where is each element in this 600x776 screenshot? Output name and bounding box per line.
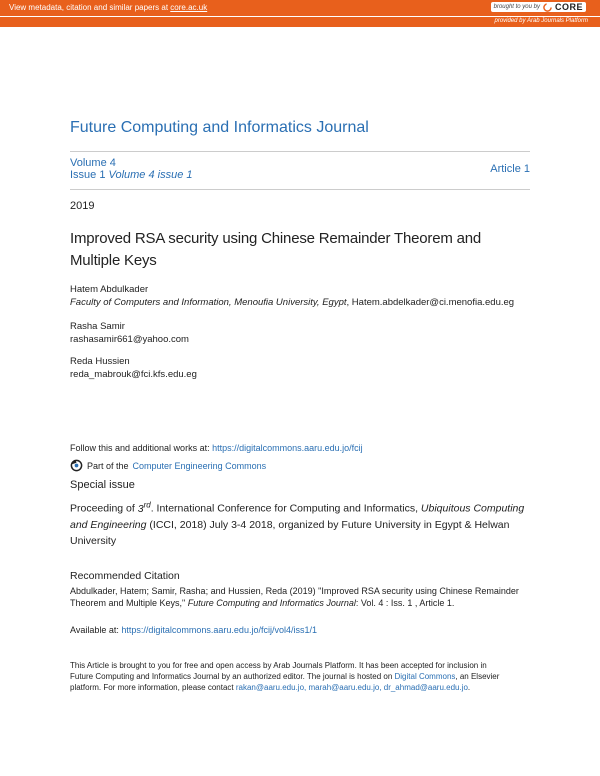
conference-theme: Ubiquitous Computing and Engineering bbox=[70, 502, 525, 531]
special-issue-heading: Special issue bbox=[70, 479, 135, 491]
author-email[interactable]: reda_mabrouk@fci.kfs.edu.eg bbox=[70, 369, 197, 380]
author-block bbox=[70, 355, 197, 381]
article-number[interactable]: Article 1 bbox=[490, 163, 530, 175]
author-name: Hatem Abdulkader bbox=[70, 284, 149, 295]
footer-notice bbox=[70, 660, 510, 693]
author-name: Reda Hussien bbox=[70, 356, 130, 367]
brought-by-text: brought to you by bbox=[493, 4, 540, 10]
special-issue-suffix: (ICCI, 2018) July 3-4 2018, organized by Future University in Egypt & Helwan University bbox=[70, 518, 510, 547]
follow-line bbox=[70, 443, 363, 453]
ordinal bbox=[137, 500, 151, 515]
provider-bar bbox=[0, 16, 600, 27]
publication-year: 2019 bbox=[70, 200, 95, 212]
special-issue-prefix: Proceeding of bbox=[70, 502, 138, 515]
digital-commons-link[interactable]: Digital Commons bbox=[394, 672, 456, 681]
metadata-notice bbox=[9, 3, 207, 12]
author-block bbox=[70, 320, 189, 346]
metadata-notice-text: View metadata, citation and similar papers at bbox=[9, 3, 171, 12]
part-of-line bbox=[70, 459, 266, 472]
available-link[interactable]: https://digitalcommons.aaru.edu.jo/fcij/vol4/iss1/1 bbox=[121, 625, 317, 635]
issue-label: Issue 1 bbox=[70, 169, 109, 181]
special-issue-middle: . International Conference for Computing and Informatics, bbox=[150, 502, 421, 515]
issue-line bbox=[70, 169, 193, 181]
footer-text: , an Elsevier platform. For more information, please contact bbox=[70, 672, 500, 692]
core-badge[interactable] bbox=[491, 2, 586, 12]
part-of-text: Part of the bbox=[87, 460, 129, 471]
core-label: CORE bbox=[554, 2, 583, 12]
author-affiliation: Faculty of Computers and Information, Menoufia University, Egypt bbox=[70, 297, 347, 308]
author-email[interactable]: Hatem.abdelkader@ci.menofia.edu.eg bbox=[351, 297, 515, 308]
author-email[interactable]: rashasamir661@yahoo.com bbox=[70, 334, 189, 345]
core-logo-icon bbox=[543, 3, 552, 12]
volume-line: Volume 4 bbox=[70, 157, 116, 169]
available-at bbox=[70, 625, 317, 635]
core-link[interactable]: core.ac.uk bbox=[170, 3, 208, 12]
footer-text: This Article is brought to you for free and open access by Arab Journals Platform. It has been accepted for inclusion in Future Computing and Informatics Journal by an authorized editor. The journal is hosted on bbox=[70, 661, 487, 681]
ordinal-number: 3 bbox=[137, 502, 144, 515]
citation-text bbox=[70, 585, 538, 609]
contact-emails-link[interactable]: rakan@aaru.edu.jo, marah@aaru.edu.jo, dr_ahmad@aaru.edu.jo bbox=[235, 683, 468, 692]
available-label: Available at: bbox=[70, 625, 122, 635]
volume-issue[interactable] bbox=[70, 157, 193, 181]
divider bbox=[70, 189, 530, 190]
network-commons-icon bbox=[70, 459, 83, 472]
journal-name[interactable]: Future Computing and Informatics Journal bbox=[70, 119, 369, 136]
ordinal-suffix: rd bbox=[143, 500, 151, 509]
citation-journal: Future Computing and Informatics Journal bbox=[187, 598, 356, 608]
footer-text: . bbox=[467, 683, 471, 692]
follow-text: Follow this and additional works at: bbox=[70, 443, 213, 453]
citation-heading: Recommended Citation bbox=[70, 570, 180, 582]
citation-body: Abdulkader, Hatem; Samir, Rasha; and Hussien, Reda (2019) "Improved RSA security using Chinese Remainder Theorem and Multiple Keys," bbox=[70, 586, 519, 608]
special-issue-text bbox=[70, 497, 540, 549]
provided-by-text: provided by Arab Journals Platform bbox=[494, 18, 588, 24]
paper-title: Improved RSA security using Chinese Remainder Theorem and Multiple Keys bbox=[70, 230, 482, 269]
commons-link[interactable]: Computer Engineering Commons bbox=[132, 460, 267, 471]
divider bbox=[70, 151, 530, 152]
issue-italic: Volume 4 issue 1 bbox=[108, 169, 193, 181]
author-block: Hatem Abdulkader Faculty of Computers and Information, Menoufia University, Egypt, Hatem.abdelkader@ci.menofia.edu.eg bbox=[70, 284, 515, 308]
author-name: Rasha Samir bbox=[70, 321, 125, 332]
follow-link[interactable]: https://digitalcommons.aaru.edu.jo/fcij bbox=[212, 443, 363, 453]
citation-volume: : Vol. 4 : Iss. 1 , Article 1. bbox=[355, 598, 455, 608]
